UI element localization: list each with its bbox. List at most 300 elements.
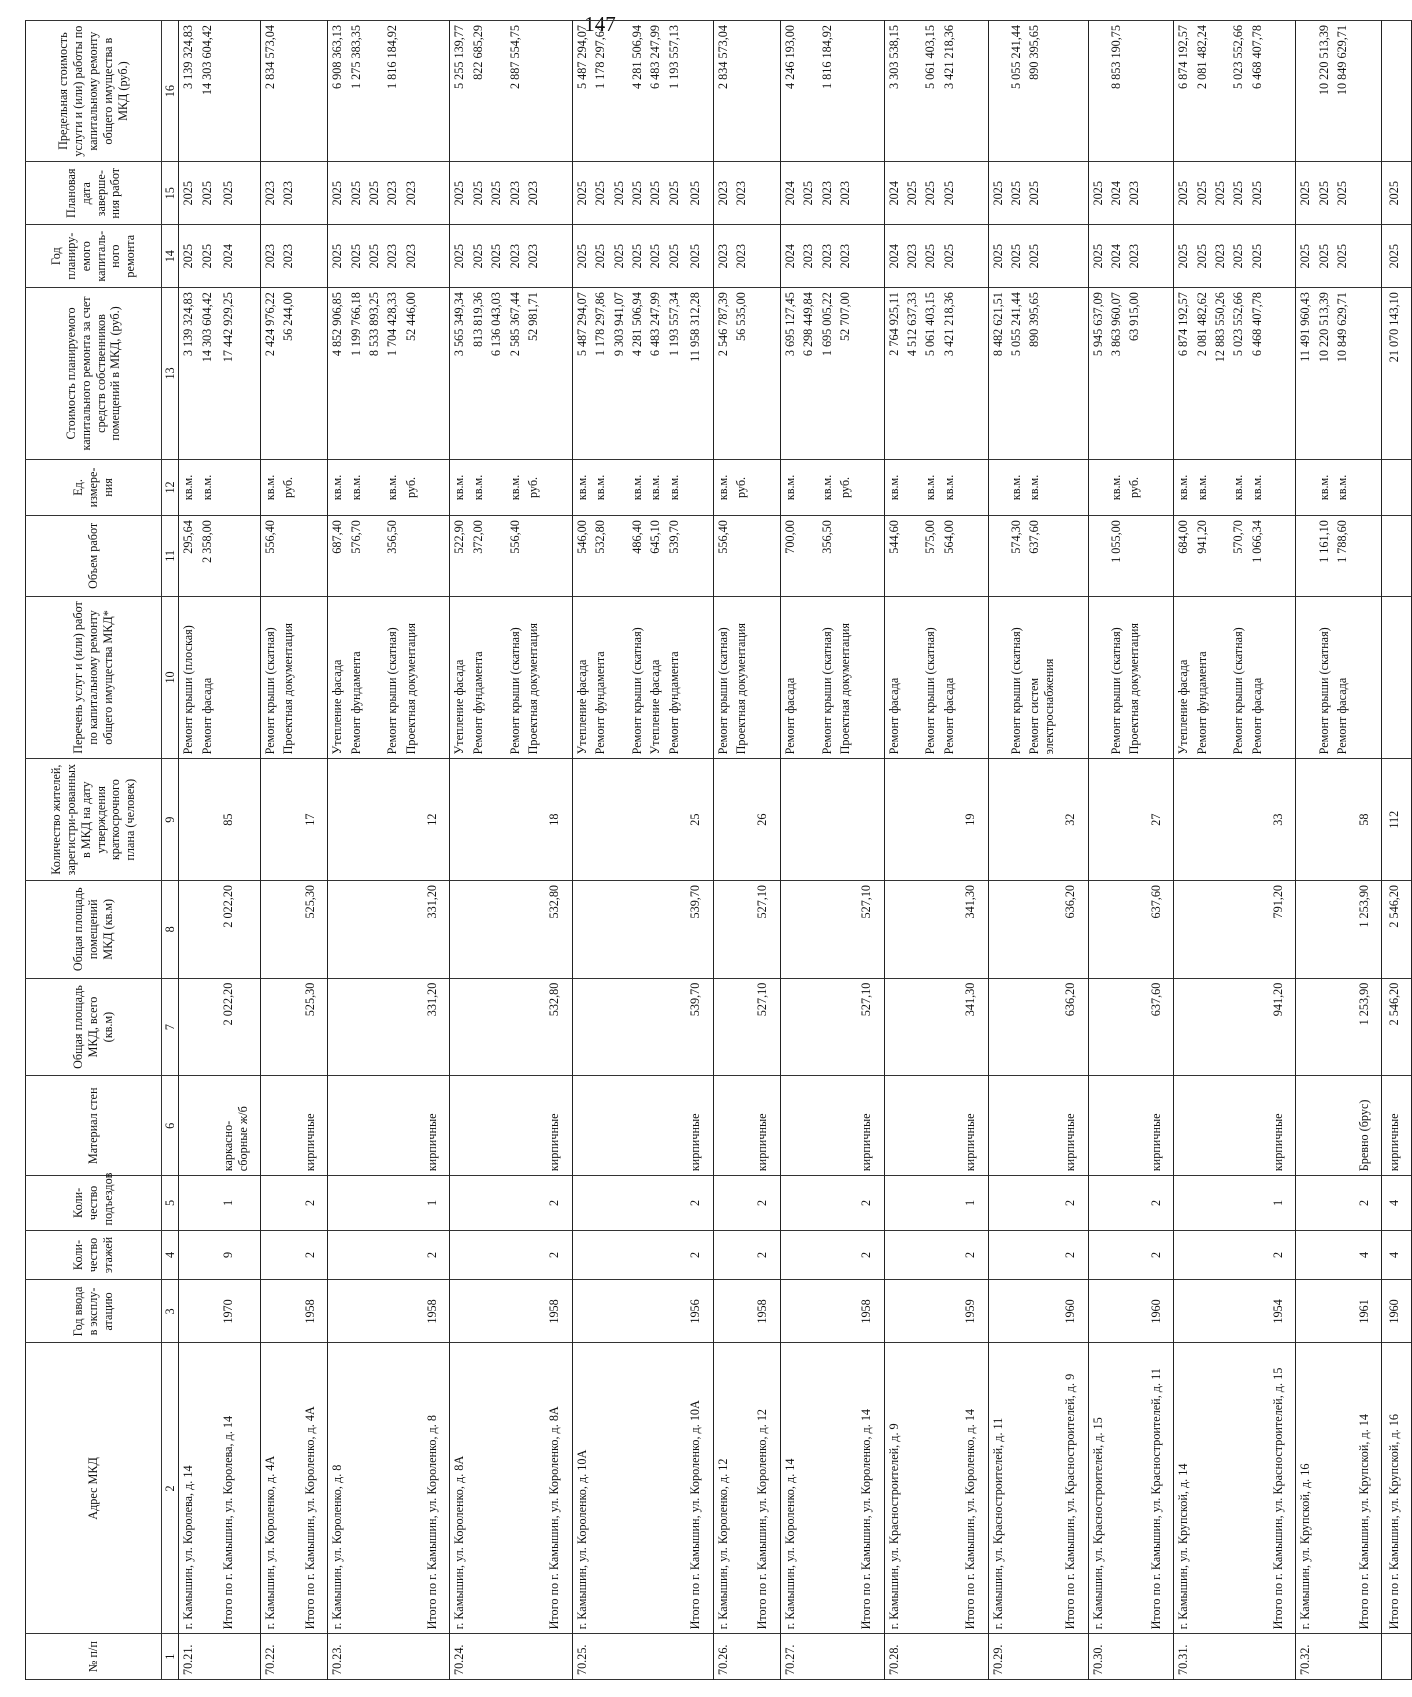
row-number: 70.32. (1296, 1634, 1315, 1680)
total-done-year (958, 162, 988, 225)
empty-cell (365, 1280, 383, 1343)
work-done-year: 2025 (1025, 162, 1058, 225)
empty-cell (279, 1076, 297, 1176)
work-plan-year: 2025 (646, 225, 664, 288)
empty-cell (365, 759, 383, 881)
work-plan-year: 2023 (713, 225, 732, 288)
row-number (1211, 1634, 1229, 1680)
work-volume (1296, 516, 1315, 596)
empty-cell (799, 1230, 817, 1280)
total-residents: 32 (1058, 759, 1088, 881)
empty-cell (1025, 1280, 1058, 1343)
total-plan-year (750, 225, 780, 288)
work-cost: 1 193 557,34 (665, 288, 683, 460)
total-year: 1954 (1266, 1280, 1296, 1343)
empty-cell (665, 759, 683, 881)
column-number: 3 (162, 1280, 179, 1343)
row-number: 70.27. (780, 1634, 799, 1680)
empty-cell (1229, 1230, 1247, 1280)
row-number (1315, 1634, 1333, 1680)
empty-cell (1382, 516, 1412, 596)
empty-cell (818, 880, 836, 978)
work-max-cost: 6 468 407,78 (1248, 21, 1266, 162)
empty-cell (903, 1176, 921, 1230)
work-max-cost (988, 21, 1007, 162)
total-residents: 17 (298, 759, 328, 881)
work-cost: 6 874 192,57 (1174, 288, 1193, 460)
empty-cell (572, 978, 591, 1076)
address-cell (365, 1343, 383, 1634)
total-material: кирпичные (542, 1076, 572, 1176)
empty-cell (610, 1176, 628, 1230)
capital-repair-plan-table (25, 20, 1412, 1680)
empty-cell (683, 21, 713, 162)
empty-cell (591, 1076, 609, 1176)
work-row (1107, 21, 1125, 1680)
work-cost: 12 883 550,26 (1211, 288, 1229, 460)
empty-cell (298, 516, 328, 596)
empty-cell (1229, 1176, 1247, 1230)
rotated-table-wrapper (25, 20, 1402, 1680)
empty-cell (420, 21, 450, 162)
empty-cell (1211, 1230, 1229, 1280)
work-unit (365, 459, 383, 515)
work-max-cost: 1 275 383,35 (347, 21, 365, 162)
total-area-premises: 532,80 (542, 880, 572, 978)
total-area: 532,80 (542, 978, 572, 1076)
empty-cell (836, 1230, 854, 1280)
empty-cell (628, 1076, 646, 1176)
address-cell: г. Камышин, ул. Королева, д. 14 (179, 1343, 198, 1634)
empty-cell (610, 978, 628, 1076)
empty-cell (1229, 759, 1247, 881)
column-header: Адрес МКД (26, 1343, 162, 1634)
address-cell (665, 1343, 683, 1634)
total-cost (420, 288, 450, 460)
work-name: Ремонт крыши (скатная) (506, 596, 524, 759)
empty-cell (665, 1176, 683, 1230)
work-max-cost: 1 816 184,92 (383, 21, 401, 162)
row-number: 70.21. (179, 1634, 198, 1680)
empty-cell (646, 1230, 664, 1280)
work-max-cost (610, 21, 628, 162)
address-cell (1333, 1343, 1351, 1634)
empty-cell (1007, 1230, 1025, 1280)
empty-cell (780, 1176, 799, 1230)
work-volume: 1 055,00 (1107, 516, 1125, 596)
total-entrances: 1 (216, 1176, 260, 1230)
work-unit: кв.м. (1333, 459, 1351, 515)
row-number (1382, 1634, 1412, 1680)
work-volume: 372,00 (469, 516, 487, 596)
total-floors: 2 (1266, 1230, 1296, 1280)
row-number (1107, 1634, 1125, 1680)
empty-cell (921, 880, 939, 978)
total-area-premises: 2 546,20 (1382, 880, 1412, 978)
empty-cell (1025, 1230, 1058, 1280)
total-entrances: 1 (958, 1176, 988, 1230)
total-row (542, 21, 572, 1680)
work-plan-year: 2025 (469, 225, 487, 288)
empty-cell (1266, 516, 1296, 596)
empty-cell (1229, 1280, 1247, 1343)
empty-cell (780, 1280, 799, 1343)
work-volume: 532,80 (591, 516, 609, 596)
column-number: 10 (162, 596, 179, 759)
empty-cell (683, 459, 713, 515)
work-cost: 11 491 960,43 (1296, 288, 1315, 460)
column-number: 9 (162, 759, 179, 881)
work-cost: 813 819,36 (469, 288, 487, 460)
empty-cell (1352, 596, 1382, 759)
total-residents: 112 (1382, 759, 1412, 881)
empty-cell (818, 759, 836, 881)
empty-cell (1144, 516, 1174, 596)
work-max-cost: 4 246 193,00 (780, 21, 799, 162)
empty-cell (179, 880, 198, 978)
total-plan-year (1352, 225, 1382, 288)
work-name: Ремонт фасада (884, 596, 903, 759)
empty-cell (1229, 880, 1247, 978)
work-done-year: 2023 (713, 162, 732, 225)
address-cell (836, 1343, 854, 1634)
empty-cell (780, 1076, 799, 1176)
empty-cell (750, 459, 780, 515)
empty-cell (450, 1230, 469, 1280)
work-unit (988, 459, 1007, 515)
work-volume (1211, 516, 1229, 596)
empty-cell (402, 978, 420, 1076)
empty-cell (198, 880, 216, 978)
work-done-year: 2023 (524, 162, 542, 225)
total-residents: 85 (216, 759, 260, 881)
empty-cell (402, 880, 420, 978)
work-name (988, 596, 1007, 759)
work-unit: кв.м. (940, 459, 958, 515)
work-unit: руб. (402, 459, 420, 515)
total-plan-year (958, 225, 988, 288)
house-group (1382, 21, 1412, 1680)
empty-cell (750, 596, 780, 759)
empty-cell (1352, 21, 1382, 162)
empty-cell (1025, 978, 1058, 1076)
empty-cell (279, 759, 297, 881)
empty-cell (216, 596, 260, 759)
empty-cell (921, 1280, 939, 1343)
empty-cell (383, 978, 401, 1076)
work-done-year: 2025 (799, 162, 817, 225)
empty-cell (628, 978, 646, 1076)
address-cell (347, 1343, 365, 1634)
total-area: 525,30 (298, 978, 328, 1076)
total-material: каркасно-сборные ж/б (216, 1076, 260, 1176)
empty-cell (921, 759, 939, 881)
work-unit: кв.м. (628, 459, 646, 515)
work-unit: кв.м. (780, 459, 799, 515)
work-plan-year: 2024 (780, 225, 799, 288)
address-cell (921, 1343, 939, 1634)
empty-cell (732, 1280, 750, 1343)
work-done-year: 2025 (1007, 162, 1025, 225)
total-plan-year (420, 225, 450, 288)
work-done-year: 2023 (818, 162, 836, 225)
total-entrances: 2 (683, 1176, 713, 1230)
empty-cell (506, 1280, 524, 1343)
work-cost: 6 468 407,78 (1248, 288, 1266, 460)
work-plan-year: 2025 (1088, 225, 1107, 288)
work-unit: кв.м. (884, 459, 903, 515)
empty-cell (1266, 459, 1296, 515)
total-entrances: 1 (420, 1176, 450, 1230)
work-max-cost (402, 21, 420, 162)
row-number (628, 1634, 646, 1680)
empty-cell (1125, 759, 1143, 881)
work-unit: кв.м. (1107, 459, 1125, 515)
empty-cell (884, 759, 903, 881)
row-number (1125, 1634, 1143, 1680)
empty-cell (365, 1176, 383, 1230)
address-cell (198, 1343, 216, 1634)
work-max-cost: 890 395,65 (1025, 21, 1058, 162)
work-cost: 1 695 005,22 (818, 288, 836, 460)
empty-cell (591, 759, 609, 881)
empty-cell (506, 1076, 524, 1176)
work-volume: 539,70 (665, 516, 683, 596)
total-entrances: 1 (1266, 1176, 1296, 1230)
column-header: Материал стен (26, 1076, 162, 1176)
empty-cell (903, 1230, 921, 1280)
empty-cell (1193, 1076, 1211, 1176)
column-number: 13 (162, 288, 179, 460)
total-entrances: 2 (1058, 1176, 1088, 1230)
work-done-year: 2025 (469, 162, 487, 225)
empty-cell (572, 1280, 591, 1343)
empty-cell (1193, 978, 1211, 1076)
work-name: Ремонт крыши (скатная) (1007, 596, 1025, 759)
work-plan-year: 2025 (365, 225, 383, 288)
empty-cell (1333, 1230, 1351, 1280)
empty-cell (402, 1076, 420, 1176)
work-unit: кв.м. (713, 459, 732, 515)
work-max-cost (524, 21, 542, 162)
work-cost: 56 244,00 (279, 288, 297, 460)
empty-cell (328, 978, 347, 1076)
empty-cell (940, 759, 958, 881)
empty-cell (469, 759, 487, 881)
work-unit: кв.м. (591, 459, 609, 515)
row-number: 70.28. (884, 1634, 903, 1680)
empty-cell (383, 880, 401, 978)
empty-cell (572, 1076, 591, 1176)
work-cost: 4 852 906,85 (328, 288, 347, 460)
empty-cell (1229, 1076, 1247, 1176)
empty-cell (646, 1280, 664, 1343)
total-area: 637,60 (1144, 978, 1174, 1076)
work-volume: 356,50 (383, 516, 401, 596)
empty-cell (506, 1176, 524, 1230)
work-name: Ремонт фасада (780, 596, 799, 759)
empty-cell (1296, 1176, 1315, 1230)
empty-cell (713, 880, 732, 978)
total-area: 341,30 (958, 978, 988, 1076)
work-volume: 570,70 (1229, 516, 1247, 596)
row-number (1352, 1634, 1382, 1680)
row-number: 70.22. (260, 1634, 279, 1680)
work-cost: 8 482 621,51 (988, 288, 1007, 460)
total-plan-year (1266, 225, 1296, 288)
total-done-year: 2025 (216, 162, 260, 225)
work-done-year: 2025 (1193, 162, 1211, 225)
work-cost: 52 707,00 (836, 288, 854, 460)
empty-cell (179, 1280, 198, 1343)
work-row (487, 21, 505, 1680)
work-row (903, 21, 921, 1680)
work-max-cost: 3 139 324,83 (179, 21, 198, 162)
work-unit: кв.м. (1174, 459, 1193, 515)
total-floors: 2 (298, 1230, 328, 1280)
work-max-cost: 5 055 241,44 (1007, 21, 1025, 162)
work-row (836, 21, 854, 1680)
work-plan-year: 2023 (383, 225, 401, 288)
total-done-year (750, 162, 780, 225)
work-row (921, 21, 939, 1680)
house-group (884, 21, 988, 1680)
empty-cell (1058, 459, 1088, 515)
empty-cell (836, 759, 854, 881)
work-plan-year: 2025 (328, 225, 347, 288)
empty-cell (780, 880, 799, 978)
row-number (1193, 1634, 1211, 1680)
empty-cell (542, 459, 572, 515)
empty-cell (591, 1176, 609, 1230)
work-row (940, 21, 958, 1680)
address-cell (1007, 1343, 1025, 1634)
work-row (628, 21, 646, 1680)
work-name: Проектная документация (1125, 596, 1143, 759)
empty-cell (279, 978, 297, 1076)
empty-cell (750, 516, 780, 596)
empty-cell (1315, 880, 1333, 978)
work-plan-year: 2023 (1211, 225, 1229, 288)
empty-cell (836, 978, 854, 1076)
total-done-year (1058, 162, 1088, 225)
total-floors: 2 (750, 1230, 780, 1280)
work-name: Утепление фасада (328, 596, 347, 759)
work-cost: 8 533 893,25 (365, 288, 383, 460)
empty-cell (1107, 880, 1125, 978)
work-unit (903, 459, 921, 515)
total-cost (958, 288, 988, 460)
row-number: 70.26. (713, 1634, 732, 1680)
work-plan-year: 2023 (799, 225, 817, 288)
total-material: кирпичные (1266, 1076, 1296, 1176)
empty-cell (450, 1280, 469, 1343)
work-plan-year: 2023 (279, 225, 297, 288)
work-row (506, 21, 524, 1680)
work-cost: 52 446,00 (402, 288, 420, 460)
empty-cell (1088, 1076, 1107, 1176)
work-cost: 3 139 324,83 (179, 288, 198, 460)
empty-cell (1333, 759, 1351, 881)
work-row (732, 21, 750, 1680)
total-cost (542, 288, 572, 460)
total-area: 1 253,90 (1352, 978, 1382, 1076)
work-done-year: 2025 (1088, 162, 1107, 225)
house-group (1174, 21, 1296, 1680)
house-group (988, 21, 1088, 1680)
address-cell (1229, 1343, 1247, 1634)
empty-cell (298, 21, 328, 162)
empty-cell (1025, 1076, 1058, 1176)
address-cell: г. Камышин, ул. Короленко, д. 8 (328, 1343, 347, 1634)
work-done-year: 2025 (1229, 162, 1247, 225)
work-done-year: 2024 (1107, 162, 1125, 225)
empty-cell (328, 880, 347, 978)
empty-cell (298, 459, 328, 515)
total-year: 1958 (750, 1280, 780, 1343)
work-volume: 575,00 (921, 516, 939, 596)
work-name (799, 596, 817, 759)
empty-cell (383, 1230, 401, 1280)
empty-cell (198, 978, 216, 1076)
work-row (1193, 21, 1211, 1680)
empty-cell (402, 1176, 420, 1230)
work-cost: 2 546 787,39 (713, 288, 732, 460)
work-row (1333, 21, 1351, 1680)
column-header: Общая площадь МКД, всего (кв.м) (26, 978, 162, 1076)
column-header: Предельная стоимость услуги и (или) работы по капитальному ремонту общего имущества в МКД (руб.) (26, 21, 162, 162)
work-row (1174, 21, 1193, 1680)
total-done-year (854, 162, 884, 225)
row-number (506, 1634, 524, 1680)
empty-cell (854, 21, 884, 162)
work-done-year: 2025 (940, 162, 958, 225)
empty-cell (506, 978, 524, 1076)
work-done-year: 2025 (1315, 162, 1333, 225)
work-name: Ремонт фундамента (665, 596, 683, 759)
empty-cell (884, 1280, 903, 1343)
work-max-cost: 2 887 554,75 (506, 21, 524, 162)
total-material: кирпичные (854, 1076, 884, 1176)
work-volume (402, 516, 420, 596)
total-material: кирпичные (958, 1076, 988, 1176)
empty-cell (1144, 596, 1174, 759)
empty-cell (903, 880, 921, 978)
work-unit: кв.м. (328, 459, 347, 515)
work-done-year: 2025 (1211, 162, 1229, 225)
empty-cell (780, 759, 799, 881)
work-unit: кв.м. (1229, 459, 1247, 515)
empty-cell (1352, 516, 1382, 596)
work-done-year: 2025 (572, 162, 591, 225)
work-name: Ремонт крыши (скатная) (1229, 596, 1247, 759)
empty-cell (487, 880, 505, 978)
work-row (279, 21, 297, 1680)
empty-cell (1007, 1176, 1025, 1230)
house-group (713, 21, 780, 1680)
work-done-year: 2025 (1248, 162, 1266, 225)
row-number (750, 1634, 780, 1680)
work-row (365, 21, 383, 1680)
work-unit: кв.м. (921, 459, 939, 515)
total-year: 1961 (1352, 1280, 1382, 1343)
total-floors: 4 (1352, 1230, 1382, 1280)
work-plan-year: 2023 (1125, 225, 1143, 288)
work-plan-year: 2025 (591, 225, 609, 288)
work-plan-year: 2023 (903, 225, 921, 288)
empty-cell (1296, 759, 1315, 881)
work-max-cost: 3 421 218,36 (940, 21, 958, 162)
